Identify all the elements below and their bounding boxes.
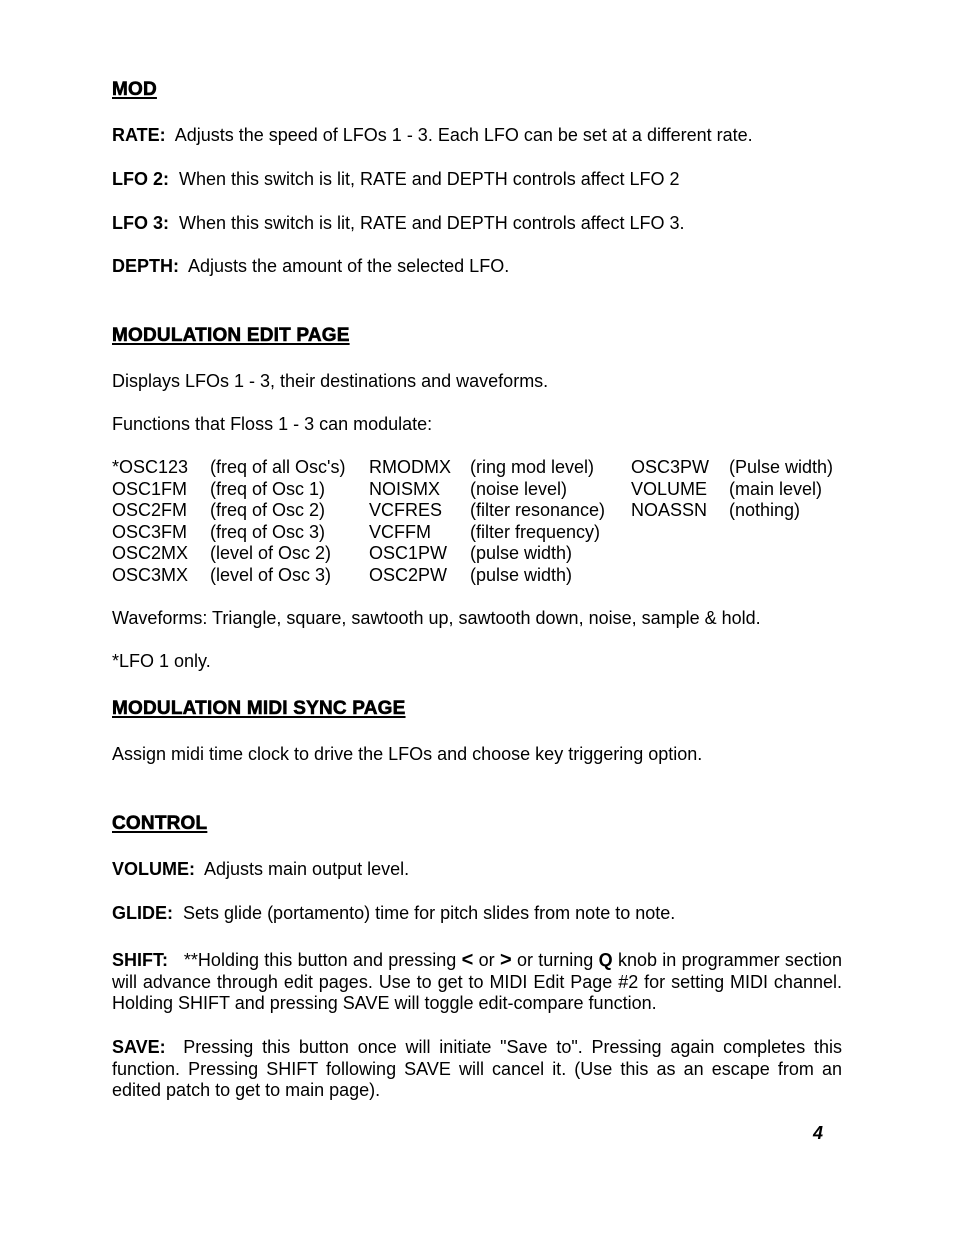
destination-description: (pulse width): [470, 564, 573, 585]
term-lfo2: LFO 2:: [112, 169, 169, 189]
desc-lfo2: When this switch is lit, RATE and DEPTH controls affect LFO 2: [179, 169, 680, 189]
destination-code: VCFFM: [369, 521, 431, 542]
destination-description: (freq of Osc 2): [210, 500, 326, 521]
desc-lfo3: When this switch is lit, RATE and DEPTH controls affect LFO 3.: [179, 213, 685, 233]
destination-code: NOASSN: [631, 500, 708, 521]
modulation-edit-intro: Displays LFOs 1 - 3, their destinations and waveforms.: [112, 371, 549, 391]
mod-rate-paragraph: [112, 125, 842, 147]
section-heading-modulation-edit: MODULATION EDIT PAGE: [112, 325, 350, 346]
term-glide: GLIDE:: [112, 903, 173, 923]
destination-description: (ring mod level): [470, 457, 595, 477]
greater-than-symbol: >: [499, 949, 512, 971]
mod-lfo2-paragraph: [112, 169, 842, 191]
destination-description: (level of Osc 3): [210, 564, 332, 585]
desc-depth: Adjusts the amount of the selected LFO.: [188, 256, 510, 276]
control-volume-paragraph: [112, 859, 842, 881]
q-knob-label: Q: [598, 950, 613, 970]
desc-shift-part-b: or turning: [516, 950, 594, 970]
control-save-paragraph: [112, 1037, 842, 1102]
destination-description: (pulse width): [470, 543, 573, 564]
destination-code: NOISMX: [369, 478, 441, 499]
less-than-symbol: <: [461, 949, 474, 971]
destination-code: OSC3MX: [112, 564, 189, 585]
term-volume: VOLUME:: [112, 859, 195, 879]
mod-lfo3-paragraph: [112, 213, 842, 235]
desc-rate: Adjusts the speed of LFOs 1 - 3. Each LFO can be set at a different rate.: [174, 125, 753, 145]
destination-code: OSC1FM: [112, 478, 188, 499]
lfo1-footnote: *LFO 1 only.: [112, 651, 211, 671]
modulation-functions-label: Functions that Floss 1 - 3 can modulate:: [112, 414, 433, 434]
term-lfo3: LFO 3:: [112, 213, 169, 233]
term-save: SAVE:: [112, 1037, 166, 1057]
destination-description: (nothing): [729, 500, 801, 521]
control-glide-paragraph: [112, 903, 842, 925]
destination-description: (filter frequency): [470, 521, 601, 542]
destination-code: *OSC123: [112, 457, 189, 477]
section-heading-mod: MOD: [112, 79, 157, 100]
destination-description: (main level): [729, 478, 823, 499]
destination-description: (freq of all Osc's): [210, 457, 346, 477]
waveforms-paragraph: Waveforms: Triangle, square, sawtooth up, sawtooth down, noise, sample & hold.: [112, 608, 761, 628]
term-depth: DEPTH:: [112, 256, 179, 276]
page-number: 4: [813, 1123, 824, 1143]
desc-shift-or: or: [478, 950, 495, 970]
destination-code: OSC2FM: [112, 500, 188, 521]
destination-code: VOLUME: [631, 478, 708, 499]
destination-description: (level of Osc 2): [210, 543, 332, 564]
midi-sync-paragraph: Assign midi time clock to drive the LFOs and choose key triggering option.: [112, 744, 703, 764]
destination-code: OSC1PW: [369, 543, 448, 564]
destination-code: OSC2PW: [369, 564, 448, 585]
destination-description: (noise level): [470, 478, 568, 499]
desc-glide: Sets glide (portamento) time for pitch slides from note to note.: [183, 903, 676, 923]
mod-depth-paragraph: [112, 256, 842, 278]
destination-code: OSC3PW: [631, 457, 710, 477]
desc-shift-part-a: **Holding this button and pressing: [183, 950, 457, 970]
destination-code: RMODMX: [369, 457, 451, 477]
desc-save: Pressing this button once will initiate "Save to". Pressing again completes this function. Pressing SHIFT following SAVE will cancel it. (Use this as an escape from an edited patch to get to main page).: [112, 1037, 842, 1100]
destination-description: (Pulse width): [729, 457, 834, 477]
destination-code: OSC3FM: [112, 521, 188, 542]
destination-code: OSC2MX: [112, 543, 189, 564]
destination-description: (freq of Osc 3): [210, 521, 326, 542]
destination-description: (freq of Osc 1): [210, 478, 326, 499]
desc-shift-part-c: knob in programmer section will advance through edit pages. Use to get to MIDI Edit Page #2 for setting MIDI channel. Holding SHIFT and pressing SAVE will toggle edit-compare function.: [112, 950, 842, 1013]
term-shift: SHIFT:: [112, 950, 168, 970]
section-heading-modulation-midi-sync: MODULATION MIDI SYNC PAGE: [112, 698, 406, 719]
destination-code: VCFRES: [369, 500, 443, 521]
destination-description: (filter resonance): [470, 500, 606, 521]
control-shift-paragraph: [112, 950, 842, 1015]
desc-volume: Adjusts main output level.: [204, 859, 410, 879]
term-rate: RATE:: [112, 125, 166, 145]
section-heading-control: CONTROL: [112, 813, 208, 834]
